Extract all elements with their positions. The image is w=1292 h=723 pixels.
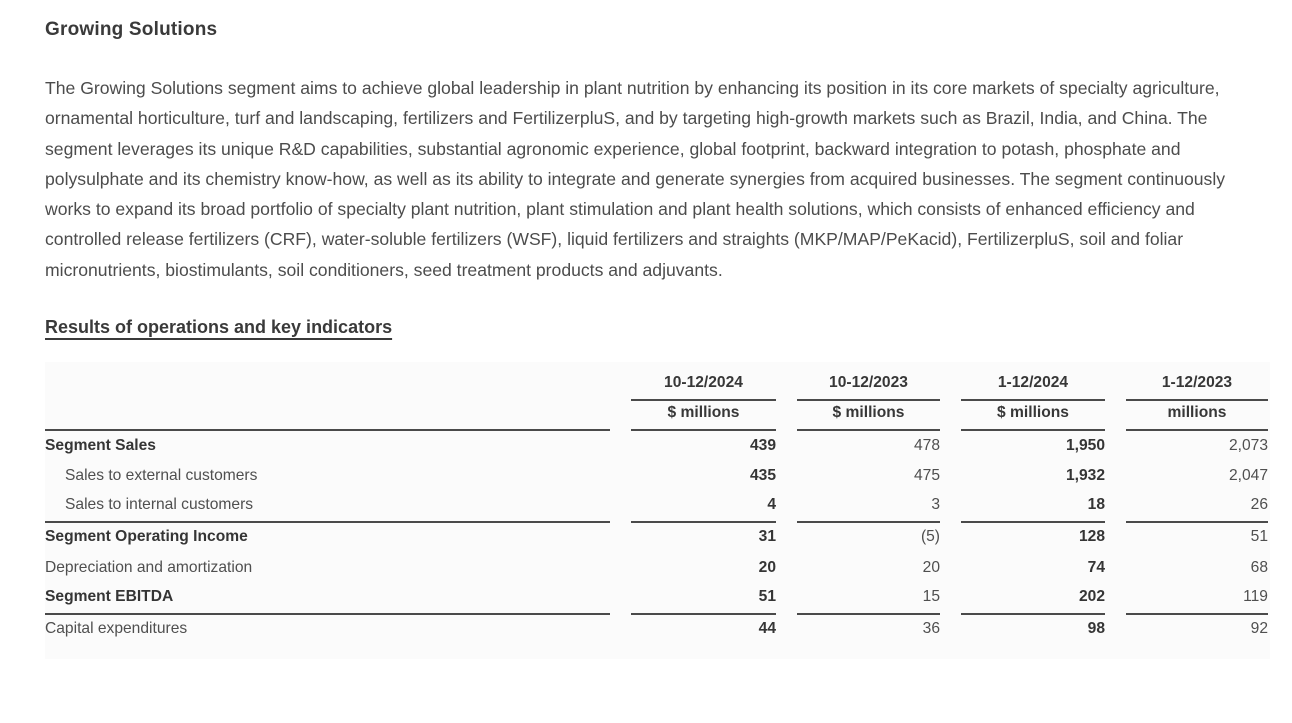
row-label: Segment Sales (45, 436, 156, 454)
table-row-segment-sales (45, 431, 1270, 462)
column-period-fy-2023: 1-12/2023 (1126, 369, 1268, 401)
table-row-capex (45, 615, 1270, 646)
cell-value: 26 (1126, 492, 1268, 523)
table-row-ebitda (45, 584, 1270, 615)
table-row-external-sales (45, 462, 1270, 493)
cell-value: 475 (913, 467, 940, 485)
column-unit-fy-2023: millions (1126, 401, 1268, 431)
cell-value: 2,073 (1228, 436, 1268, 454)
column-period-q4-2023: 10-12/2023 (797, 369, 940, 401)
cell-value: 439 (749, 436, 776, 454)
cell-value: 18 (961, 492, 1105, 523)
cell-value: 20 (758, 559, 776, 577)
header-label-spacer (45, 369, 610, 401)
header-label-underline (45, 401, 610, 431)
cell-value: 128 (1078, 528, 1105, 546)
page-title: Growing Solutions (45, 19, 218, 40)
segment-description-paragraph: The Growing Solutions segment aims to achieve global leadership in plant nutrition by enhancing its position in its core markets of specialty agriculture, ornamental horticulture, turf and landscaping, fertilizers and FertilizerpluS, and by targeting high-growth markets such as Brazil, India, and China. The segment leverages its unique R&D capabilities, substantial agronomic experience, global footprint, backward integration to potash, phosphate and polysulphate and its chemistry know-how, as well as its ability to integrate and generate synergies from acquired businesses. The segment continuously works to expand its broad portfolio of specialty plant nutrition, plant stimulation and plant health solutions, which consists of enhanced efficiency and controlled release fertilizers (CRF), water-soluble fertilizers (WSF), liquid fertilizers and straights (MKP/MAP/PeKacid), FertilizerpluS, soil and foliar micronutrients, biostimulants, soil conditioners, seed treatment products and adjuvants. (45, 78, 1226, 280)
row-label: Sales to external customers (65, 467, 258, 485)
row-label: Capital expenditures (45, 620, 188, 638)
cell-value: 44 (758, 620, 776, 638)
row-label: Depreciation and amortization (45, 559, 253, 577)
cell-value: 15 (797, 584, 940, 615)
cell-value: 2,047 (1228, 467, 1268, 485)
cell-value: 435 (749, 467, 776, 485)
cell-value: 51 (631, 584, 776, 615)
cell-value: 36 (922, 620, 940, 638)
cell-value: 68 (1250, 559, 1268, 577)
cell-value: 202 (961, 584, 1105, 615)
cell-value: 119 (1126, 584, 1268, 615)
column-unit-q4-2023: $ millions (797, 401, 940, 431)
table-header-period-row (45, 369, 1270, 401)
cell-value: 478 (913, 436, 940, 454)
cell-value: 31 (758, 528, 776, 546)
column-unit-fy-2024: $ millions (961, 401, 1105, 431)
row-label: Sales to internal customers (45, 492, 610, 523)
cell-value: 51 (1250, 528, 1268, 546)
table-row-operating-income (45, 523, 1270, 554)
cell-value: 1,950 (1065, 436, 1105, 454)
cell-value: 98 (1087, 620, 1105, 638)
table-header-units-row (45, 401, 1270, 431)
cell-value: 1,932 (1065, 467, 1105, 485)
section-heading: Results of operations and key indicators (45, 317, 393, 338)
row-label: Segment EBITDA (45, 584, 610, 615)
table-row-internal-sales (45, 492, 1270, 523)
cell-value: 4 (631, 492, 776, 523)
column-period-fy-2024: 1-12/2024 (961, 369, 1105, 401)
cell-value: 3 (797, 492, 940, 523)
cell-value: 74 (1087, 559, 1105, 577)
cell-value: 20 (922, 559, 940, 577)
results-table (45, 362, 1270, 659)
cell-value: (5) (920, 528, 940, 546)
column-unit-q4-2024: $ millions (631, 401, 776, 431)
column-period-q4-2024: 10-12/2024 (631, 369, 776, 401)
row-label: Segment Operating Income (45, 528, 248, 546)
cell-value: 92 (1250, 620, 1268, 638)
table-row-depreciation (45, 553, 1270, 584)
